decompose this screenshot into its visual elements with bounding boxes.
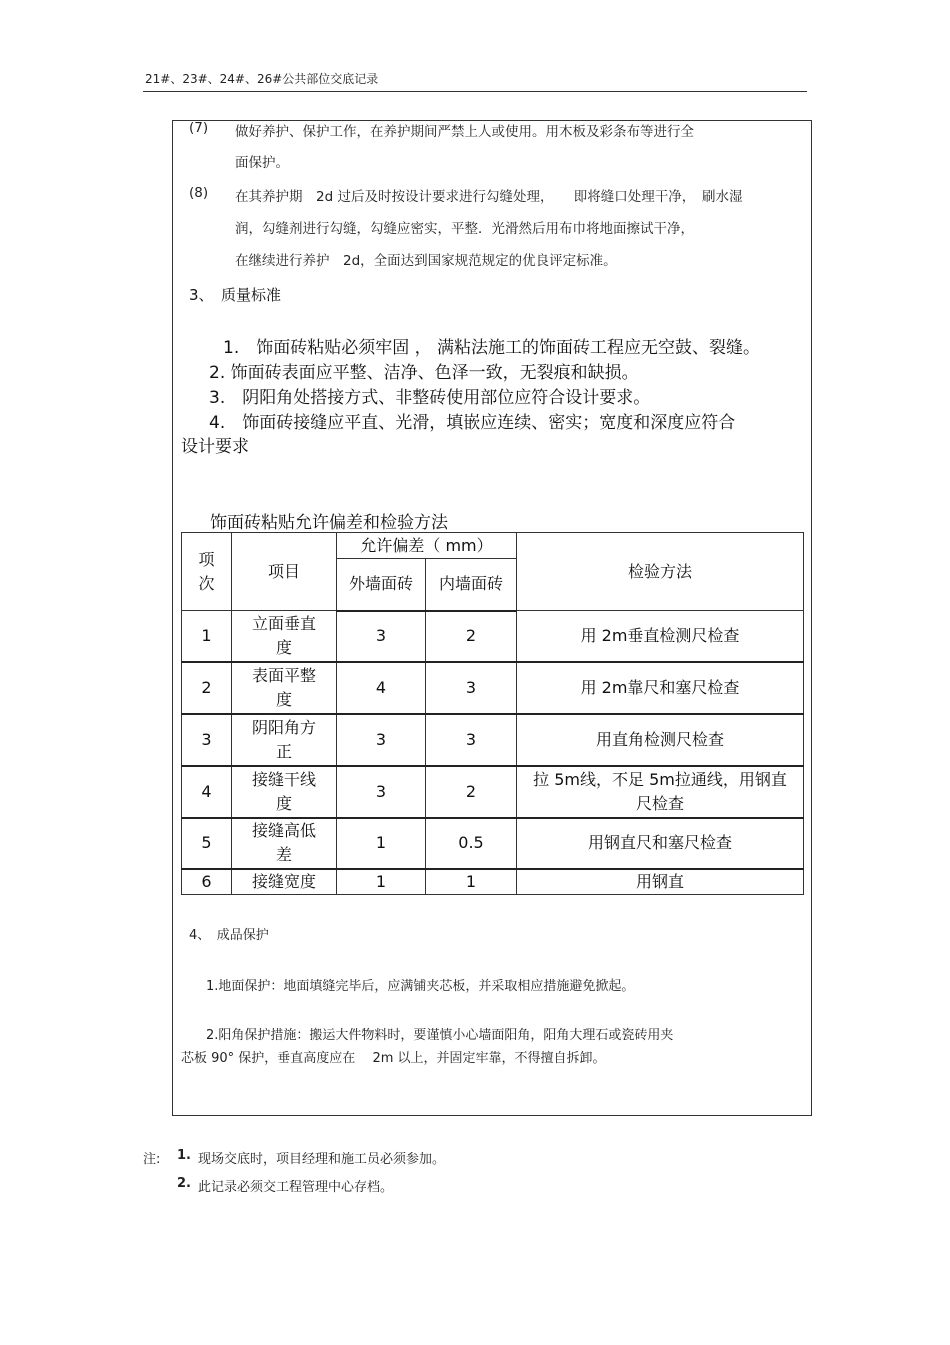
row-item: 阴阳角方正 <box>232 714 337 766</box>
protection-item-2-line-1: 2.阳角保护措施：搬运大件物料时，要谨慎小心墙面阳角，阳角大理石或瓷砖用夹 <box>206 1028 674 1043</box>
row-inner-value: 2 <box>426 611 517 662</box>
row-item: 接缝干线度 <box>232 766 337 818</box>
deviation-table <box>181 532 804 895</box>
quality-item-1: 1. 饰面砖粘贴必须牢固 ， 满粘法施工的饰面砖工程应无空鼓、裂缝。 <box>223 338 761 358</box>
row-index: 4 <box>182 766 232 818</box>
quality-heading: 3、 质量标准 <box>189 286 282 304</box>
row-outer-value: 3 <box>337 714 426 766</box>
note-2-text: 此记录必须交工程管理中心存档。 <box>198 1180 394 1195</box>
notes-label: 注: <box>143 1152 161 1167</box>
row-item: 接缝宽度 <box>232 869 337 895</box>
row-index: 3 <box>182 714 232 766</box>
row-outer-value: 1 <box>337 818 426 869</box>
row-method: 用直角检测尺检查 <box>517 714 804 766</box>
header-outer-wall: 外墙面砖 <box>337 559 426 611</box>
quality-item-4-line-1: 4. 饰面砖接缝应平直、光滑，填嵌应连续、密实；宽度和深度应符合 <box>209 413 736 433</box>
row-inner-value: 3 <box>426 662 517 714</box>
row-outer-value: 3 <box>337 611 426 662</box>
row-method: 用钢直尺和塞尺检查 <box>517 818 804 869</box>
row-inner-value: 2 <box>426 766 517 818</box>
header-index: 项次 <box>182 533 232 611</box>
row-item: 表面平整度 <box>232 662 337 714</box>
step-8-line-2: 润，勾缝剂进行勾缝，勾缝应密实，平整．光滑然后用布巾将地面擦试干净， <box>235 221 694 237</box>
protection-heading: 4、 成品保护 <box>189 928 269 943</box>
row-outer-value: 4 <box>337 662 426 714</box>
table-row <box>182 714 804 766</box>
header-tolerance: 允许偏差（ mm） <box>337 533 517 559</box>
quality-item-3: 3. 阴阳角处搭接方式、非整砖使用部位应符合设计要求。 <box>209 388 651 408</box>
note-1-number: 1. <box>177 1148 191 1163</box>
note-1-text: 现场交底时，项目经理和施工员必须参加。 <box>198 1152 446 1167</box>
protection-item-1: 1.地面保护：地面填缝完毕后，应满铺夹芯板，并采取相应措施避免掀起。 <box>206 979 635 994</box>
row-method: 用 2m靠尺和塞尺检查 <box>517 662 804 714</box>
table-row <box>182 818 804 869</box>
table-row <box>182 869 804 895</box>
row-method: 拉 5m线，不足 5m拉通线，用钢直尺检查 <box>517 766 804 818</box>
protection-item-2-line-2: 芯板 90° 保护，垂直高度应在 2m 以上，并固定牢靠，不得擅自拆卸。 <box>181 1051 606 1066</box>
step-8-line-3: 在继续进行养护 2d，全面达到国家规范规定的优良评定标准。 <box>235 253 617 269</box>
step-8-line-1: 在其养护期 2d 过后及时按设计要求进行勾缝处理， 即将缝口处理干净， 刷水湿 <box>235 189 743 205</box>
row-inner-value: 0.5 <box>426 818 517 869</box>
row-index: 2 <box>182 662 232 714</box>
row-item: 接缝高低差 <box>232 818 337 869</box>
header-divider <box>143 91 807 92</box>
row-item: 立面垂直度 <box>232 611 337 662</box>
table-row <box>182 766 804 818</box>
row-inner-value: 1 <box>426 869 517 895</box>
quality-item-2: 2. 饰面砖表面应平整、洁净、色泽一致，无裂痕和缺损。 <box>209 363 639 383</box>
header-item: 项目 <box>232 533 337 611</box>
step-7-line-2: 面保护。 <box>235 155 289 171</box>
table-caption: 饰面砖粘贴允许偏差和检验方法 <box>210 513 448 533</box>
header-inner-wall: 内墙面砖 <box>426 559 517 611</box>
row-method: 用钢直 <box>517 869 804 895</box>
row-index: 1 <box>182 611 232 662</box>
row-method: 用 2m垂直检测尺检查 <box>517 611 804 662</box>
table-row <box>182 611 804 662</box>
row-inner-value: 3 <box>426 714 517 766</box>
table-row <box>182 662 804 714</box>
quality-item-4-line-2: 设计要求 <box>181 437 249 457</box>
header-method: 检验方法 <box>517 533 804 611</box>
row-outer-value: 3 <box>337 766 426 818</box>
row-index: 5 <box>182 818 232 869</box>
note-2-number: 2. <box>177 1176 191 1191</box>
row-outer-value: 1 <box>337 869 426 895</box>
step-8-number: (8) <box>189 185 209 201</box>
step-7-line-1: 做好养护、保护工作，在养护期间严禁上人或使用。用木板及彩条布等进行全 <box>235 124 694 140</box>
step-7-number: (7) <box>189 120 209 136</box>
row-index: 6 <box>182 869 232 895</box>
document-header-title: 21#、23#、24#、26#公共部位交底记录 <box>145 72 379 86</box>
